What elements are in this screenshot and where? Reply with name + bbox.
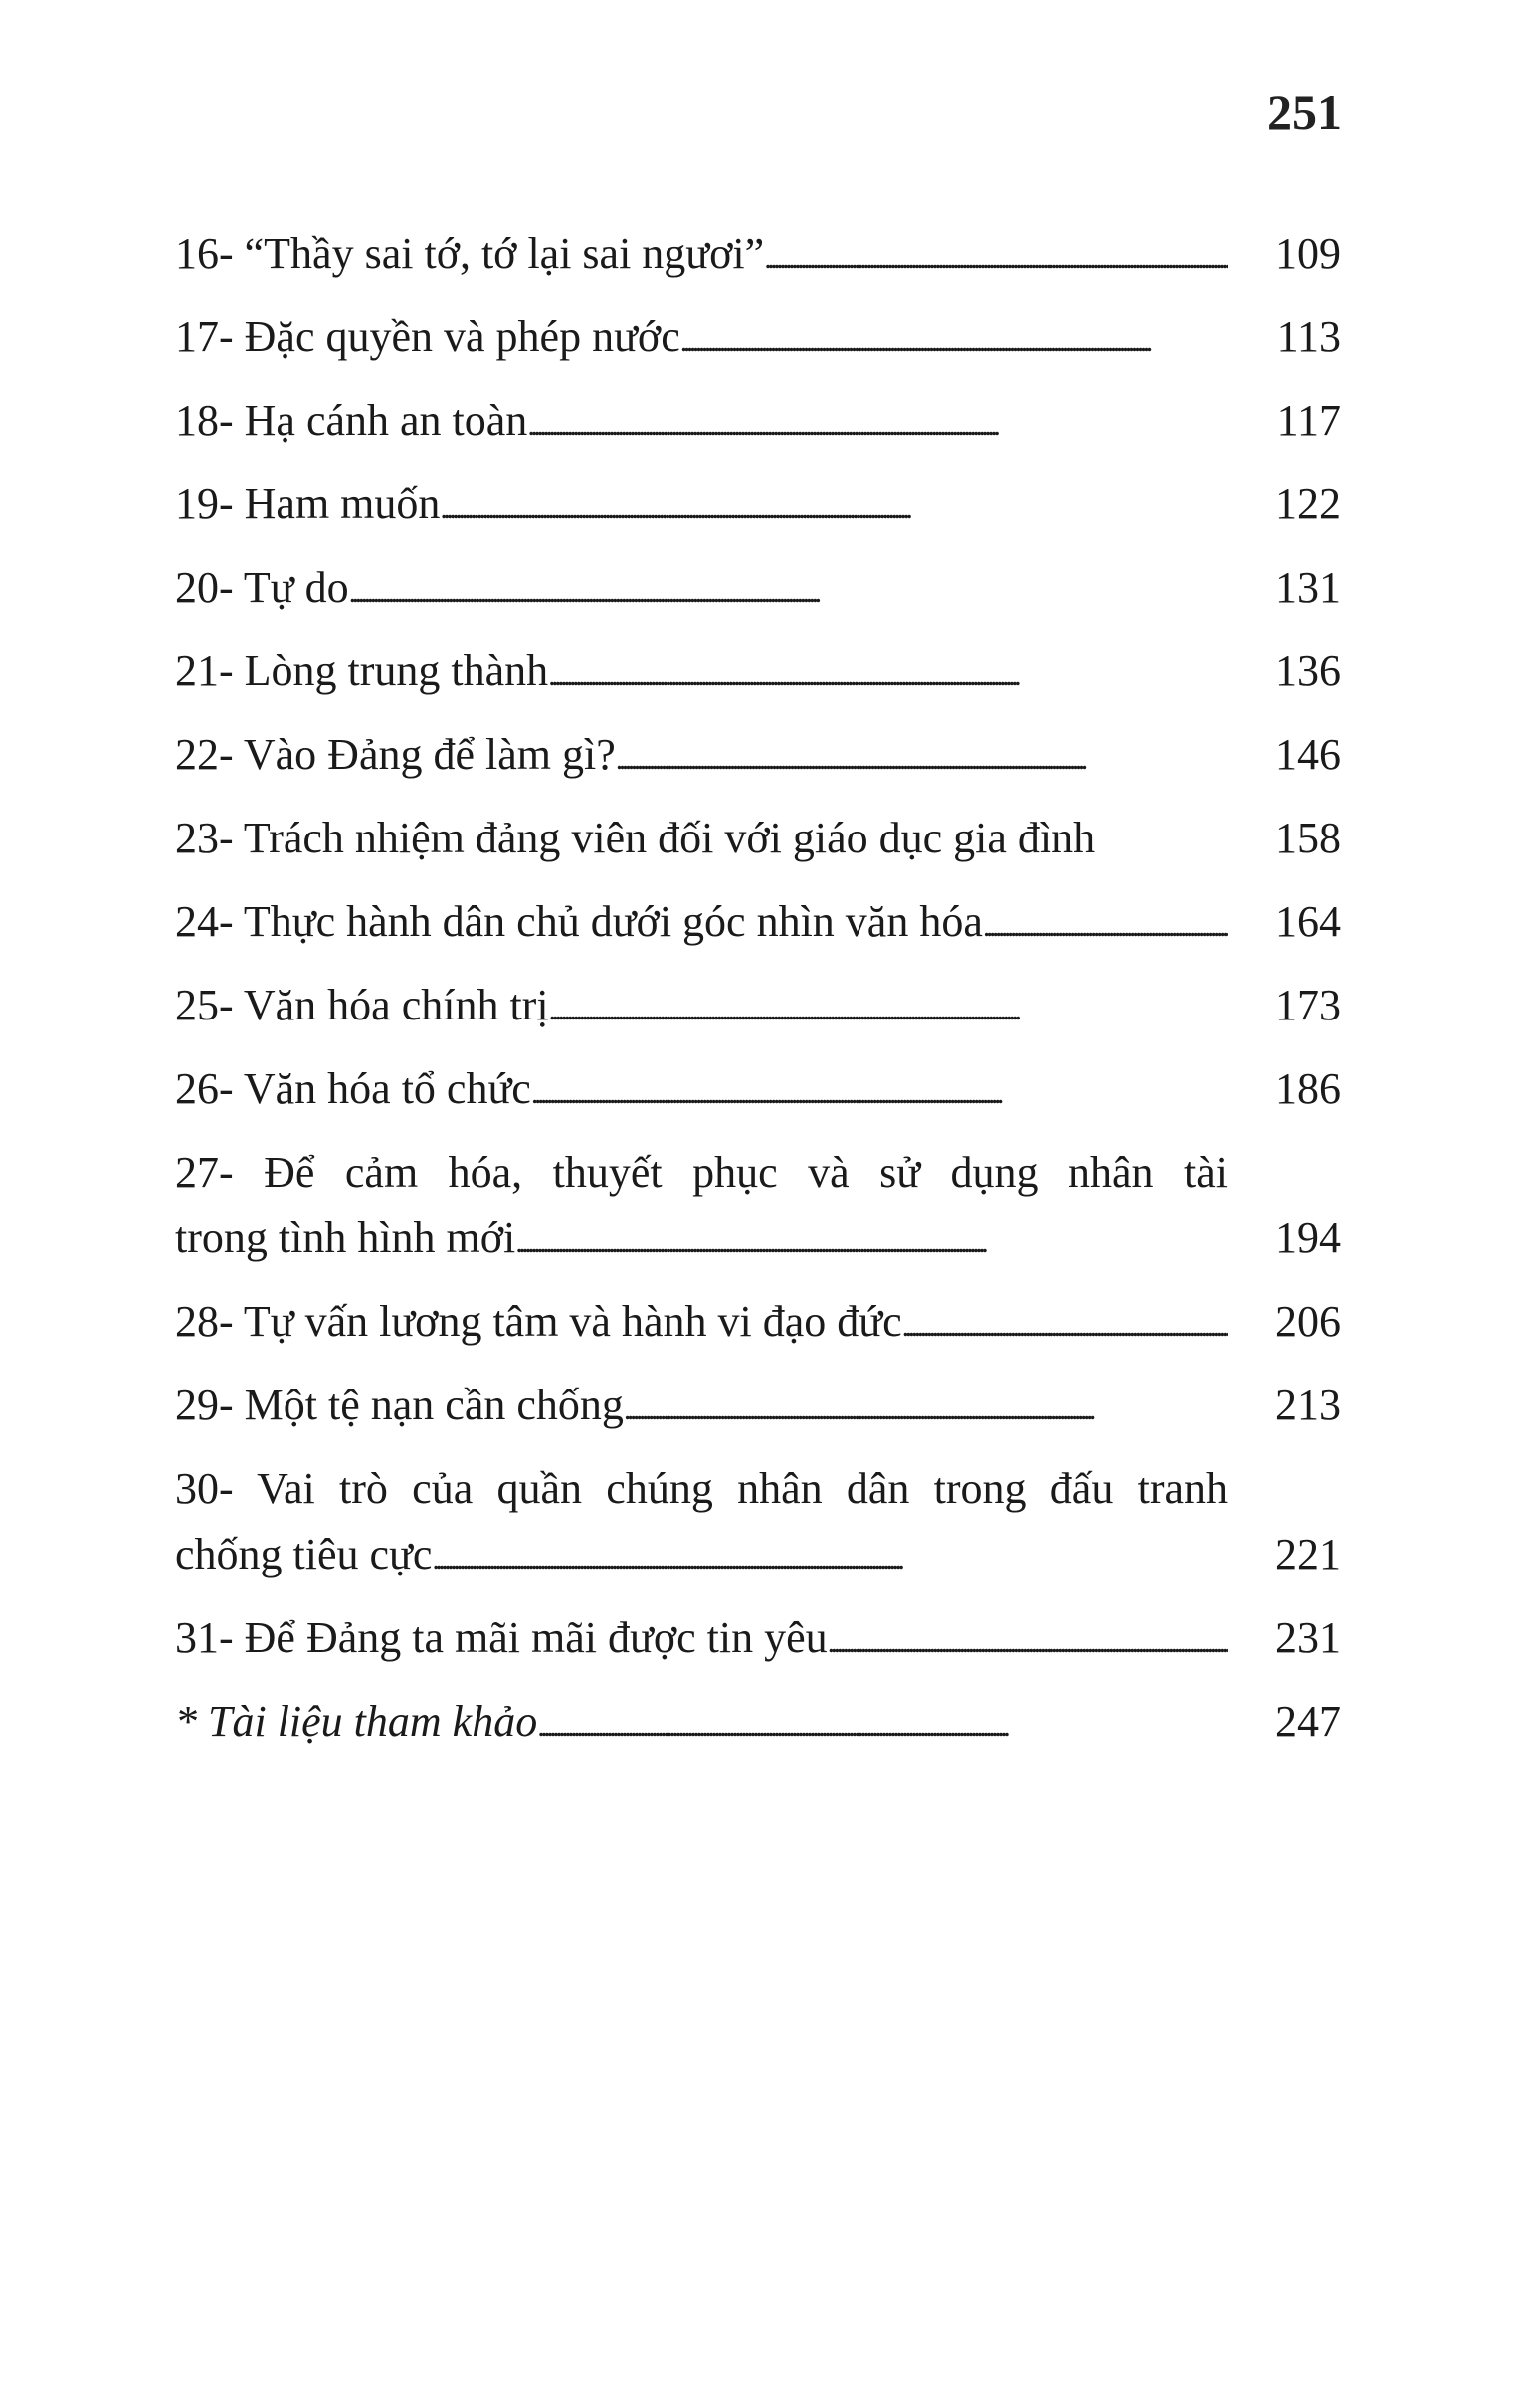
toc-entry-23 <box>175 806 1341 871</box>
toc-entry-page: 136 <box>1275 647 1341 695</box>
toc-entry-17 <box>175 304 1341 370</box>
toc-entry-page: 231 <box>1275 1613 1341 1662</box>
toc-entry-20 <box>175 555 1341 621</box>
toc-entry-title: 28- Tự vấn lương tâm và hành vi đạo đức <box>175 1297 902 1346</box>
toc-entry-title: 25- Văn hóa chính trị <box>175 981 549 1029</box>
toc-entry-title-line1: 27- Để cảm hóa, thuyết phục và sử dụng nhân tài <box>175 1148 1228 1197</box>
toc-entry-21 <box>175 639 1341 704</box>
dot-leader <box>828 1628 1228 1658</box>
toc-entry-page: 109 <box>1275 229 1341 278</box>
toc-entry-30 <box>175 1456 1341 1587</box>
toc-entry-title: 23- Trách nhiệm đảng viên đối với giáo dục gia đình <box>175 814 1096 862</box>
toc-entry-page: 146 <box>1275 730 1341 779</box>
toc-entry-26 <box>175 1056 1341 1122</box>
dot-leader <box>515 1228 1228 1258</box>
dot-leader <box>764 244 1228 274</box>
toc-entry-page: 206 <box>1275 1297 1341 1346</box>
dot-leader <box>432 1545 1228 1574</box>
toc-entry-title: 26- Văn hóa tổ chức <box>175 1064 531 1113</box>
dot-leader <box>537 1712 1228 1742</box>
dot-leader <box>680 327 1228 357</box>
dot-leader <box>527 411 1228 441</box>
toc-entry-page: 186 <box>1275 1064 1341 1113</box>
toc-entry-title: 18- Hạ cánh an toàn <box>175 396 528 445</box>
toc-entry-title: 17- Đặc quyền và phép nước <box>175 312 680 361</box>
toc-entry-title: 29- Một tệ nạn cần chống <box>175 1381 624 1429</box>
toc-entry-31 <box>175 1605 1341 1671</box>
toc-entry-page: 164 <box>1275 897 1341 946</box>
dot-leader <box>548 661 1228 691</box>
toc-entry-25 <box>175 973 1341 1038</box>
dot-leader <box>531 1079 1228 1109</box>
toc-entry-29 <box>175 1373 1341 1438</box>
toc-entry-title: 20- Tự do <box>175 563 349 612</box>
toc-entry-title: 22- Vào Đảng để làm gì? <box>175 730 616 779</box>
toc-entry-page: 221 <box>1275 1530 1341 1578</box>
toc-entry-page: 131 <box>1275 563 1341 612</box>
toc-entry-19 <box>175 471 1341 537</box>
toc-entry-page: 213 <box>1275 1381 1341 1429</box>
toc-entry-page: 194 <box>1275 1213 1341 1262</box>
toc-entry-title-line2: chống tiêu cực <box>175 1530 433 1578</box>
toc-entry-page: 247 <box>1275 1697 1341 1746</box>
dot-leader <box>349 578 1228 608</box>
toc-entry-title: 19- Ham muốn <box>175 479 441 528</box>
dot-leader <box>624 1395 1228 1425</box>
toc-entry-title-line2: trong tình hình mới <box>175 1213 516 1262</box>
toc-entry-title-line1: 30- Vai trò của quần chúng nhân dân trong đấu tranh <box>175 1464 1228 1513</box>
toc-entry-18 <box>175 388 1341 454</box>
toc-entry-22 <box>175 722 1341 788</box>
toc-entry-page: 117 <box>1276 396 1341 445</box>
toc-entry-title: 24- Thực hành dân chủ dưới góc nhìn văn hóa <box>175 897 983 946</box>
toc-entry-16 <box>175 221 1341 286</box>
toc-entry-page: 158 <box>1275 814 1341 862</box>
dot-leader <box>440 494 1228 524</box>
toc-entry-page: 173 <box>1275 981 1341 1029</box>
toc-entry-page: 122 <box>1275 479 1341 528</box>
dot-leader <box>549 996 1228 1025</box>
toc-entry-page: 113 <box>1276 312 1341 361</box>
toc-entry-24 <box>175 889 1341 955</box>
toc-entry-27 <box>175 1140 1341 1271</box>
toc-entry-title: * Tài liệu tham khảo <box>175 1697 538 1746</box>
toc-entry-title: 31- Để Đảng ta mãi mãi được tin yêu <box>175 1613 828 1662</box>
page-number: 251 <box>1267 85 1342 140</box>
table-of-contents <box>175 221 1341 1772</box>
toc-entry-references <box>175 1689 1341 1755</box>
dot-leader <box>983 912 1228 942</box>
dot-leader <box>902 1312 1228 1342</box>
toc-entry-28 <box>175 1289 1341 1355</box>
toc-entry-title: 16- “Thầy sai tớ, tớ lại sai ngươi” <box>175 229 765 278</box>
toc-entry-title: 21- Lòng trung thành <box>175 647 549 695</box>
dot-leader <box>616 745 1228 775</box>
